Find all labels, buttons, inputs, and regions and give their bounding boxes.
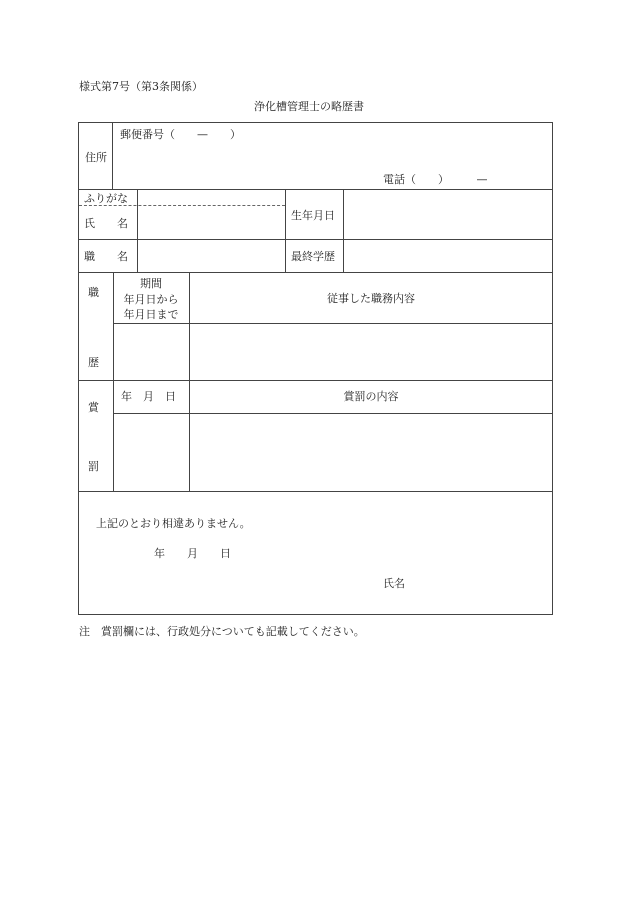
period-from: 年月日から [123,293,179,306]
row-divider [78,380,553,381]
form-number: 様式第7号（第3条関係） [79,80,203,93]
furigana-label: ふりがな [84,192,128,205]
declaration-statement: 上記のとおり相違ありません。 [96,517,251,530]
label-col-divider [137,189,138,273]
education-label: 最終学歴 [291,250,335,263]
awards-header-divider [113,413,553,414]
position-label: 職 名 [84,250,128,263]
career-label-top: 職 [88,286,99,299]
footnote: 注 賞罰欄には、行政処分についても記載してください。 [79,625,365,638]
period-to: 年月日まで [123,308,179,321]
mid-col-divider [343,189,344,273]
resume-form-table [78,122,553,615]
row-divider [78,272,553,273]
career-header-divider [113,323,553,324]
name-label: 氏 名 [84,217,128,230]
form-title: 浄化槽管理士の略歴書 [254,100,364,113]
awards-label-top: 賞 [88,401,99,414]
declaration-date[interactable]: 年 月 日 [154,547,231,560]
row-divider [78,189,553,190]
row-divider [78,491,553,492]
address-col-divider [112,122,113,190]
awards-content-header: 賞罰の内容 [343,390,399,403]
furigana-divider [79,205,285,206]
row-divider [78,239,553,240]
awards-label-bottom: 罰 [88,460,99,473]
birthdate-label: 生年月日 [291,209,335,222]
address-label: 住所 [85,151,107,164]
career-content-header: 従事した職務内容 [327,292,415,305]
phone-field[interactable]: 電話（ ） — [383,173,488,186]
postal-code-field[interactable]: 郵便番号（ — ） [120,128,241,141]
awards-date-header: 年 月 日 [121,390,176,403]
period-col-divider [189,272,190,492]
career-label-bottom: 歴 [88,356,99,369]
signature-label: 氏名 [383,577,405,590]
section-label-divider [113,272,114,492]
mid-col-divider [285,189,286,273]
period-header: 期間 [140,277,162,290]
